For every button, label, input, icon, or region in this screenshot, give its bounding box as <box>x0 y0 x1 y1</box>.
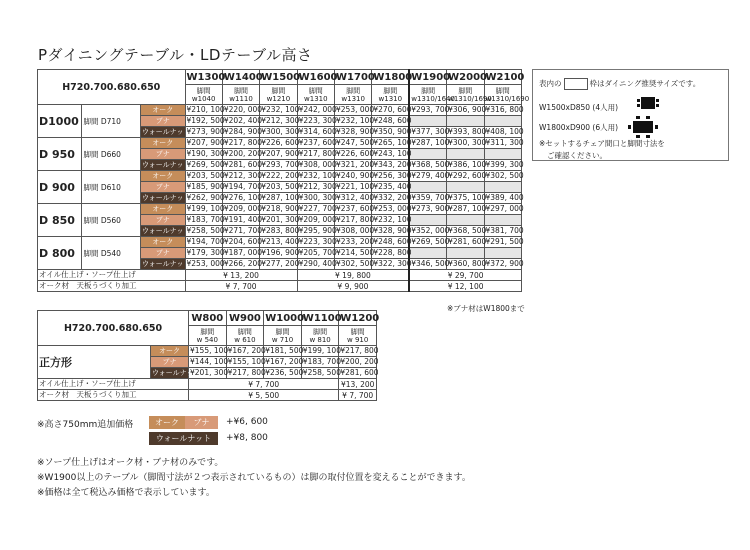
empty-cell <box>484 248 522 259</box>
width-header: W1800 <box>373 71 413 83</box>
table-row <box>38 171 522 182</box>
price-cell: ¥232, 100 <box>298 171 337 180</box>
width-header: W1700 <box>336 71 375 83</box>
table-row <box>38 138 522 149</box>
leg-depth-label: 脚間 D660 <box>82 138 141 171</box>
price-cell: ¥399, 300 <box>485 160 524 169</box>
finish-price: ¥ 5, 500 <box>189 390 339 401</box>
header-row <box>38 311 377 326</box>
buna-note: ※ブナ材はW1800まで <box>447 304 525 313</box>
height-header: H720.700.680.650 <box>38 311 189 346</box>
price-cell: ¥386, 100 <box>448 160 487 169</box>
price-cell: ¥228, 800 <box>373 248 412 257</box>
legend-frame-sample <box>564 78 588 90</box>
wood-tag: ウォールナット <box>142 260 191 268</box>
price-cell: ¥262, 900 <box>186 193 225 202</box>
width-header: W1100 <box>302 312 342 324</box>
price-cell: ¥201, 300 <box>261 215 300 224</box>
price-cell: ¥279, 400 <box>411 171 450 180</box>
price-cell: ¥167, 200 <box>265 357 304 366</box>
empty-cell <box>447 182 484 193</box>
width-header: W1600 <box>298 71 338 83</box>
leg-depth-label: 脚間 D610 <box>82 171 141 204</box>
leg-span-header: 脚間 w1310 <box>297 85 334 105</box>
finish-label: オイル仕上げ・ソープ仕上げ <box>38 270 186 281</box>
finish-price: ¥ 7, 700 <box>189 379 339 390</box>
price-cell: ¥372, 900 <box>485 259 524 268</box>
price-cell: ¥226, 600 <box>261 138 300 147</box>
price-cell: ¥203, 500 <box>186 171 225 180</box>
leg-span-header: 脚間 w1110 <box>222 85 259 105</box>
footer-row <box>38 270 522 281</box>
price-cell: ¥200, 200 <box>340 357 379 366</box>
leg-span-header: 脚間 w 910 <box>339 326 377 346</box>
price-cell: ¥236, 500 <box>265 368 304 377</box>
price-cell: ¥194, 700 <box>186 237 225 246</box>
price-cell: ¥408, 100 <box>485 127 524 136</box>
price-cell: ¥207, 900 <box>186 138 225 147</box>
leg-span-header: 脚間 w 710 <box>264 326 302 346</box>
price-cell: ¥302, 500 <box>485 171 524 180</box>
price-cell: ¥187, 000 <box>223 248 263 257</box>
price-cell: ¥287, 100 <box>411 138 450 147</box>
price-cell: ¥308, 000 <box>298 160 337 169</box>
table-row <box>38 237 522 248</box>
price-cell: ¥192, 500 <box>186 116 225 125</box>
price-cell: ¥248, 600 <box>373 116 412 125</box>
width-header: W800 <box>189 311 227 326</box>
price-cell: ¥322, 300 <box>373 259 412 268</box>
finish-label: オーク材 天板うづくり加工 <box>38 281 186 292</box>
price-cell: ¥217, 800 <box>298 149 337 158</box>
price-cell: ¥217, 800 <box>227 368 266 377</box>
price-cell: ¥258, 500 <box>186 226 225 235</box>
price-cell: ¥321, 200 <box>336 160 375 169</box>
extra-price-walnut: +¥8, 800 <box>226 433 268 443</box>
price-cell: ¥359, 700 <box>411 193 450 202</box>
footer-row <box>38 390 377 401</box>
price-cell: ¥247, 500 <box>336 138 375 147</box>
price-cell: ¥191, 400 <box>223 215 263 224</box>
price-cell: ¥190, 300 <box>186 149 225 158</box>
price-cell: ¥217, 800 <box>223 138 263 147</box>
price-cell: ¥167, 200 <box>227 346 266 355</box>
price-cell: ¥214, 500 <box>336 248 375 257</box>
width-header: W1400 <box>223 71 263 83</box>
footer-row <box>38 379 377 390</box>
leg-span-header: 脚間 w1310/1640 <box>411 86 455 103</box>
price-cell: ¥297, 000 <box>485 204 524 213</box>
price-cell: ¥253, 000 <box>336 105 375 114</box>
price-cell: ¥281, 600 <box>448 237 487 246</box>
empty-cell <box>447 116 484 127</box>
extra-buna-tag: ブナ <box>185 416 218 429</box>
leg-depth-label: 脚間 D710 <box>82 105 141 138</box>
page-title: Pダイニングテーブル・LDテーブル高さ <box>38 46 313 64</box>
price-cell: ¥212, 300 <box>261 116 300 125</box>
table-row <box>38 346 377 357</box>
leg-span-header: 脚間 w1310 <box>372 85 409 105</box>
width-header: W1000 <box>265 312 305 324</box>
price-cell: ¥217, 800 <box>340 346 379 355</box>
price-cell: ¥271, 700 <box>223 226 263 235</box>
header-row <box>38 70 522 85</box>
empty-cell <box>484 149 522 160</box>
extra-oak-tag: オーク <box>149 416 185 429</box>
price-cell: ¥232, 100 <box>336 116 375 125</box>
price-cell: ¥314, 600 <box>298 127 337 136</box>
wood-tag: ブナ <box>141 149 185 160</box>
empty-cell <box>484 182 522 193</box>
table-row <box>38 105 522 116</box>
depth-label: D 850 <box>38 204 82 237</box>
table-4seat-icon <box>636 94 660 112</box>
width-header: W1900 <box>411 71 451 83</box>
finish-label: オーク材 天板うづくり加工 <box>38 390 189 401</box>
price-cell: ¥302, 500 <box>336 259 375 268</box>
price-cell: ¥220, 000 <box>223 105 263 114</box>
empty-cell <box>409 248 446 259</box>
wood-tag: ウォールナット <box>142 128 191 136</box>
price-cell: ¥273, 900 <box>186 127 225 136</box>
price-cell: ¥269, 500 <box>186 160 225 169</box>
price-cell: ¥222, 200 <box>261 171 300 180</box>
price-cell: ¥202, 400 <box>223 116 263 125</box>
price-cell: ¥292, 600 <box>448 171 487 180</box>
price-cell: ¥179, 300 <box>186 248 225 257</box>
price-cell: ¥295, 900 <box>298 226 337 235</box>
width-header: W900 <box>226 311 264 326</box>
price-cell: ¥375, 100 <box>448 193 487 202</box>
price-cell: ¥368, 500 <box>411 160 450 169</box>
width-header: W1200 <box>340 312 380 324</box>
price-cell: ¥232, 100 <box>261 105 300 114</box>
empty-cell <box>447 248 484 259</box>
finish-price: ¥ 19, 800 <box>297 270 409 281</box>
finish-price: ¥ 7, 700 <box>339 390 377 401</box>
wood-tag: オーク <box>141 105 185 116</box>
width-header: W2000 <box>448 71 487 83</box>
price-cell: ¥223, 300 <box>298 116 337 125</box>
wood-tag: ブナ <box>141 182 185 193</box>
price-cell: ¥199, 100 <box>302 346 341 355</box>
price-table-square <box>37 310 380 401</box>
price-cell: ¥277, 200 <box>261 259 300 268</box>
price-cell: ¥218, 900 <box>261 204 300 213</box>
price-cell: ¥266, 200 <box>223 259 263 268</box>
price-cell: ¥233, 200 <box>336 237 375 246</box>
price-cell: ¥223, 300 <box>298 237 337 246</box>
price-cell: ¥332, 200 <box>373 193 412 202</box>
empty-cell <box>447 215 484 226</box>
wood-tag: ウォールナット <box>152 369 201 377</box>
price-cell: ¥258, 500 <box>302 368 341 377</box>
price-cell: ¥269, 500 <box>411 237 450 246</box>
price-cell: ¥287, 100 <box>448 204 487 213</box>
price-cell: ¥204, 600 <box>223 237 263 246</box>
price-cell: ¥253, 000 <box>373 204 412 213</box>
price-cell: ¥352, 000 <box>411 226 450 235</box>
price-cell: ¥316, 800 <box>485 105 524 114</box>
price-cell: ¥253, 000 <box>186 259 225 268</box>
price-cell: ¥209, 000 <box>298 215 337 224</box>
price-cell: ¥212, 300 <box>223 171 263 180</box>
empty-cell <box>484 116 522 127</box>
leg-span-header: 脚間 w1310/1690 <box>485 86 530 103</box>
price-cell: ¥328, 900 <box>336 127 375 136</box>
finish-price: ¥ 29, 700 <box>409 270 521 281</box>
leg-span-header: 脚間 w1310/1690 <box>448 86 492 103</box>
finish-price: ¥13, 200 <box>339 379 377 390</box>
legend-note2: ご確認ください。 <box>547 151 607 160</box>
wood-tag: オーク <box>141 171 185 182</box>
wood-tag: オーク <box>151 346 189 357</box>
legend-6seat: W1800xD900 (6人用) <box>539 123 619 132</box>
price-cell: ¥207, 900 <box>261 149 300 158</box>
price-cell: ¥155, 100 <box>227 357 266 366</box>
price-cell: ¥306, 900 <box>448 105 487 114</box>
price-cell: ¥312, 400 <box>336 193 375 202</box>
price-cell: ¥232, 100 <box>373 215 412 224</box>
price-cell: ¥300, 300 <box>448 138 487 147</box>
price-cell: ¥273, 900 <box>411 204 450 213</box>
price-cell: ¥183, 700 <box>186 215 225 224</box>
price-cell: ¥368, 500 <box>448 226 487 235</box>
wood-tag: ウォールナット <box>142 161 191 169</box>
depth-label: D 800 <box>38 237 82 270</box>
price-cell: ¥144, 100 <box>190 357 229 366</box>
price-cell: ¥350, 900 <box>373 127 412 136</box>
price-cell: ¥205, 700 <box>298 248 337 257</box>
empty-cell <box>447 149 484 160</box>
table-row <box>38 204 522 215</box>
extra-price-oak-buna: +¥6, 600 <box>226 417 268 427</box>
legend-line1: 表内の 枠はダイニング推奨サイズです。 <box>539 79 701 88</box>
price-cell: ¥300, 300 <box>261 127 300 136</box>
price-cell: ¥240, 900 <box>336 171 375 180</box>
finish-price: ¥ 7, 700 <box>185 281 297 292</box>
wood-tag: オーク <box>141 237 185 248</box>
empty-cell <box>409 149 446 160</box>
price-cell: ¥201, 300 <box>190 368 229 377</box>
price-cell: ¥287, 100 <box>261 193 300 202</box>
height-header: H720.700.680.650 <box>38 70 186 105</box>
leg-depth-label: 脚間 D540 <box>82 237 141 270</box>
note-line: ※W1900以上のテーブル（脚間寸法が２つ表示されているもの）は脚の取付位置を変えることができます。 <box>37 473 471 483</box>
price-cell: ¥270, 600 <box>373 105 412 114</box>
price-cell: ¥290, 400 <box>298 259 337 268</box>
price-cell: ¥213, 400 <box>261 237 300 246</box>
width-header: W1500 <box>261 71 301 83</box>
depth-label: D 900 <box>38 171 82 204</box>
price-cell: ¥284, 900 <box>223 127 263 136</box>
price-cell: ¥210, 100 <box>186 105 225 114</box>
extra-walnut-tag: ウォールナット <box>149 432 218 445</box>
extra-height-label: ※高さ750mm追加価格 <box>37 420 134 430</box>
price-cell: ¥377, 300 <box>411 127 450 136</box>
price-cell: ¥308, 000 <box>336 226 375 235</box>
price-cell: ¥276, 100 <box>223 193 263 202</box>
price-cell: ¥281, 600 <box>340 368 379 377</box>
note-line: ※価格は全て税込み価格で表示しています。 <box>37 488 215 498</box>
table-6seat-icon <box>628 115 658 139</box>
wood-tag: ウォールナット <box>142 227 191 235</box>
wood-tag: ブナ <box>141 215 185 226</box>
price-cell: ¥265, 100 <box>373 138 412 147</box>
leg-span-header: 脚間 w 540 <box>189 326 227 346</box>
wood-tag: ウォールナット <box>142 194 191 202</box>
finish-label: オイル仕上げ・ソープ仕上げ <box>38 379 189 390</box>
wood-tag: オーク <box>141 138 185 149</box>
price-cell: ¥283, 800 <box>261 226 300 235</box>
legend-note1: ※セットするチェア間口と脚間寸法を <box>539 139 665 148</box>
width-header: W1300 <box>186 71 226 83</box>
legend-4seat: W1500xD850 (4人用) <box>539 103 619 112</box>
price-cell: ¥300, 300 <box>298 193 337 202</box>
price-cell: ¥217, 800 <box>336 215 375 224</box>
price-table-rect <box>37 69 530 292</box>
depth-label: D 950 <box>38 138 82 171</box>
price-cell: ¥311, 300 <box>485 138 524 147</box>
empty-cell <box>409 116 446 127</box>
price-cell: ¥243, 100 <box>373 149 412 158</box>
price-cell: ¥291, 500 <box>485 237 524 246</box>
footer-row <box>38 281 522 292</box>
price-cell: ¥181, 500 <box>265 346 304 355</box>
depth-label: D1000 <box>38 105 82 138</box>
empty-cell <box>409 215 446 226</box>
price-cell: ¥393, 800 <box>448 127 487 136</box>
price-cell: ¥196, 900 <box>261 248 300 257</box>
leg-span-header: 脚間 w 810 <box>301 326 339 346</box>
empty-cell <box>409 182 446 193</box>
price-cell: ¥242, 000 <box>298 105 337 114</box>
price-cell: ¥237, 600 <box>298 138 337 147</box>
price-cell: ¥200, 200 <box>223 149 263 158</box>
price-cell: ¥194, 700 <box>223 182 263 191</box>
leg-depth-label: 脚間 D560 <box>82 204 141 237</box>
price-cell: ¥293, 700 <box>411 105 450 114</box>
price-cell: ¥221, 100 <box>336 182 375 191</box>
width-header: W2100 <box>485 71 525 83</box>
price-cell: ¥293, 700 <box>261 160 300 169</box>
finish-price: ¥ 13, 200 <box>185 270 297 281</box>
wood-tag: ブナ <box>141 248 185 259</box>
leg-span-header: 脚間 w1040 <box>185 85 222 105</box>
price-cell: ¥212, 300 <box>298 182 337 191</box>
notes <box>37 456 471 501</box>
empty-cell <box>484 215 522 226</box>
price-cell: ¥183, 700 <box>302 357 341 366</box>
price-cell: ¥343, 200 <box>373 160 412 169</box>
price-cell: ¥237, 600 <box>336 204 375 213</box>
leg-span-header: 脚間 w 610 <box>226 326 264 346</box>
price-cell: ¥203, 500 <box>261 182 300 191</box>
price-cell: ¥248, 600 <box>373 237 412 246</box>
square-label: 正方形 <box>38 346 151 379</box>
price-cell: ¥346, 500 <box>411 259 450 268</box>
price-cell: ¥226, 600 <box>336 149 375 158</box>
wood-tag: ブナ <box>151 357 189 368</box>
note-line: ※ソープ仕上げはオーク材・ブナ材のみです。 <box>37 458 224 468</box>
price-cell: ¥328, 900 <box>373 226 412 235</box>
price-cell: ¥360, 800 <box>448 259 487 268</box>
price-cell: ¥227, 700 <box>298 204 337 213</box>
price-cell: ¥185, 900 <box>186 182 225 191</box>
leg-span-header: 脚間 w1210 <box>260 85 297 105</box>
price-cell: ¥256, 300 <box>373 171 412 180</box>
price-cell: ¥199, 100 <box>186 204 225 213</box>
wood-tag: オーク <box>141 204 185 215</box>
price-cell: ¥209, 000 <box>223 204 263 213</box>
price-cell: ¥381, 700 <box>485 226 524 235</box>
finish-price: ¥ 9, 900 <box>297 281 409 292</box>
price-cell: ¥389, 400 <box>485 193 524 202</box>
price-cell: ¥281, 600 <box>223 160 263 169</box>
price-cell: ¥155, 100 <box>190 346 229 355</box>
finish-price: ¥ 12, 100 <box>409 281 521 292</box>
leg-span-header: 脚間 w1310 <box>335 85 372 105</box>
wood-tag: ブナ <box>141 116 185 127</box>
price-cell: ¥235, 400 <box>373 182 412 191</box>
